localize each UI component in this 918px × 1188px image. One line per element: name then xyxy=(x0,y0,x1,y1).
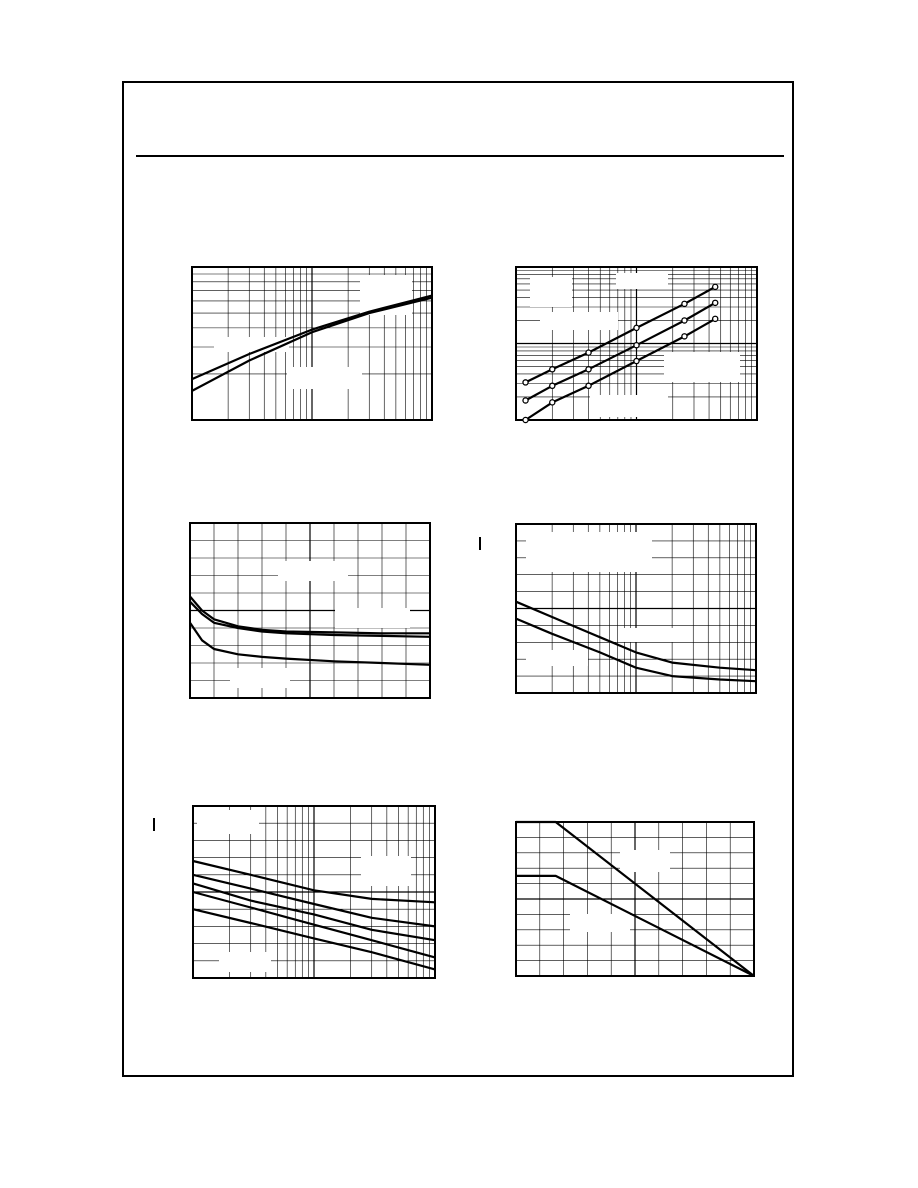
data-point xyxy=(713,300,718,305)
annotation-label-box xyxy=(624,628,686,642)
header-rule xyxy=(136,155,784,157)
data-point xyxy=(586,383,591,388)
chart-5 xyxy=(193,806,435,978)
data-point xyxy=(634,325,639,330)
annotation-label-box xyxy=(230,668,290,688)
annotation-label-box xyxy=(197,810,259,834)
axis-label-fragment xyxy=(153,818,155,831)
data-point xyxy=(713,284,718,289)
data-point xyxy=(523,417,528,422)
data-point xyxy=(523,380,528,385)
chart-2 xyxy=(516,267,757,420)
data-point xyxy=(682,334,687,339)
data-point xyxy=(634,358,639,363)
chart-6 xyxy=(516,822,754,976)
annotation-label-box xyxy=(526,650,588,666)
data-point xyxy=(550,367,555,372)
annotation-label-box xyxy=(335,608,410,628)
annotation-label-box xyxy=(620,850,670,872)
data-point xyxy=(550,400,555,405)
annotation-label-box xyxy=(664,352,740,382)
annotation-label-box xyxy=(214,337,289,352)
data-point xyxy=(713,316,718,321)
annotation-label-box xyxy=(219,952,271,972)
annotation-label-box xyxy=(570,914,630,932)
data-point xyxy=(586,350,591,355)
data-point xyxy=(523,398,528,403)
data-point xyxy=(634,343,639,348)
chart-3 xyxy=(190,523,430,698)
chart-4 xyxy=(516,524,756,693)
annotation-label-box xyxy=(540,312,618,330)
annotation-label-box xyxy=(526,532,652,572)
annotation-label-box xyxy=(530,277,572,307)
annotation-label-box xyxy=(590,395,668,417)
data-point xyxy=(682,301,687,306)
chart-1 xyxy=(192,267,432,420)
annotation-label-box xyxy=(616,273,668,289)
data-point xyxy=(586,367,591,372)
axis-label-fragment xyxy=(479,537,481,550)
data-point xyxy=(550,383,555,388)
annotation-label-box xyxy=(278,561,348,581)
data-point xyxy=(682,318,687,323)
annotation-label-box xyxy=(287,367,362,389)
annotation-label-box xyxy=(361,856,411,886)
